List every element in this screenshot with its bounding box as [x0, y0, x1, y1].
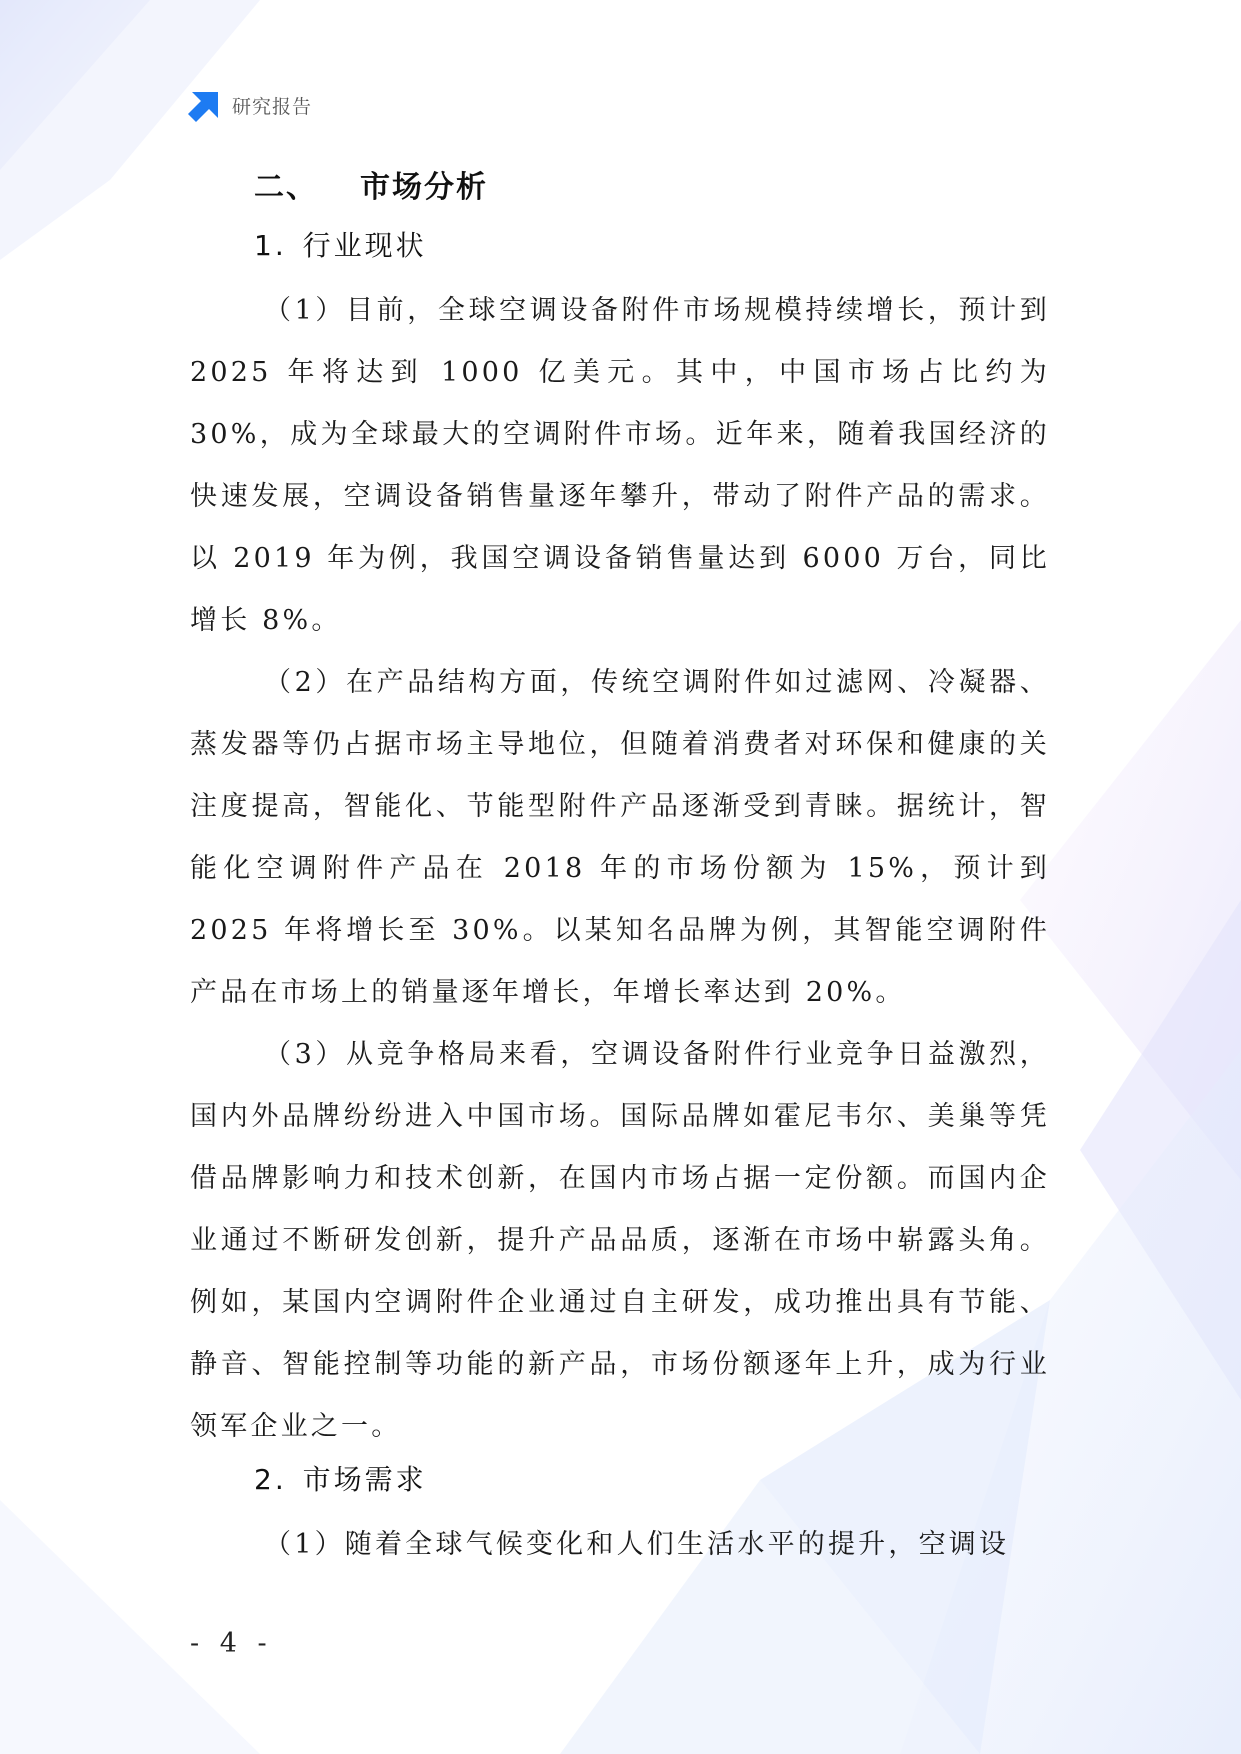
paragraph: （3）从竞争格局来看，空调设备附件行业竞争日益激烈，国内外品牌纷纷进入中国市场。国际品牌如霍尼韦尔、美巢等凭借品牌影响力和技术创新，在国内市场占据一定份额。而国内企业通过不断研发创新，提升产品品质，逐渐在市场中崭露头角。例如，某国内空调附件企业通过自主研发，成功推出具有节能、静音、智能控制等功能的新产品，市场份额逐年上升，成为行业领军企业之一。	[190, 1039, 1050, 1442]
subsection-title: 行业现状	[302, 229, 427, 262]
subsection-title: 市场需求	[302, 1463, 427, 1496]
page-number: - 4 -	[190, 1628, 273, 1659]
subsection-number: 1.	[254, 229, 287, 262]
page-header	[188, 88, 312, 122]
subsection-number: 2.	[254, 1463, 287, 1496]
subsection-heading-1	[254, 224, 427, 264]
section-heading	[254, 162, 488, 206]
subsection-heading-2	[254, 1458, 427, 1498]
header-label: 研究报告	[232, 95, 313, 118]
section-number: 二、	[254, 170, 318, 205]
paragraph: （1）目前，全球空调设备附件市场规模持续增长，预计到 2025 年将达到 1000 亿美元。其中，中国市场占比约为 30%，成为全球最大的空调附件市场。近年来，随着我国经济的快速发展，空调设备销售量逐年攀升，带动了附件产品的需求。以 2019 年为例，我国空调设备销售量达到 6000 万台，同比增长 8%。	[190, 295, 1050, 636]
paragraph: （2）在产品结构方面，传统空调附件如过滤网、冷凝器、蒸发器等仍占据市场主导地位，但随着消费者对环保和健康的关注度提高，智能化、节能型附件产品逐渐受到青睐。据统计，智能化空调附件产品在 2018 年的市场份额为 15%，预计到 2025 年将增长至 30%。以某知名品牌为例，其智能空调附件产品在市场上的销量逐年增长，年增长率达到 20%。	[190, 667, 1050, 1008]
paragraph: （1）随着全球气候变化和人们生活水平的提升，空调设	[264, 1529, 1010, 1560]
section-title: 市场分析	[360, 170, 488, 205]
arrow-logo-icon	[188, 88, 222, 122]
